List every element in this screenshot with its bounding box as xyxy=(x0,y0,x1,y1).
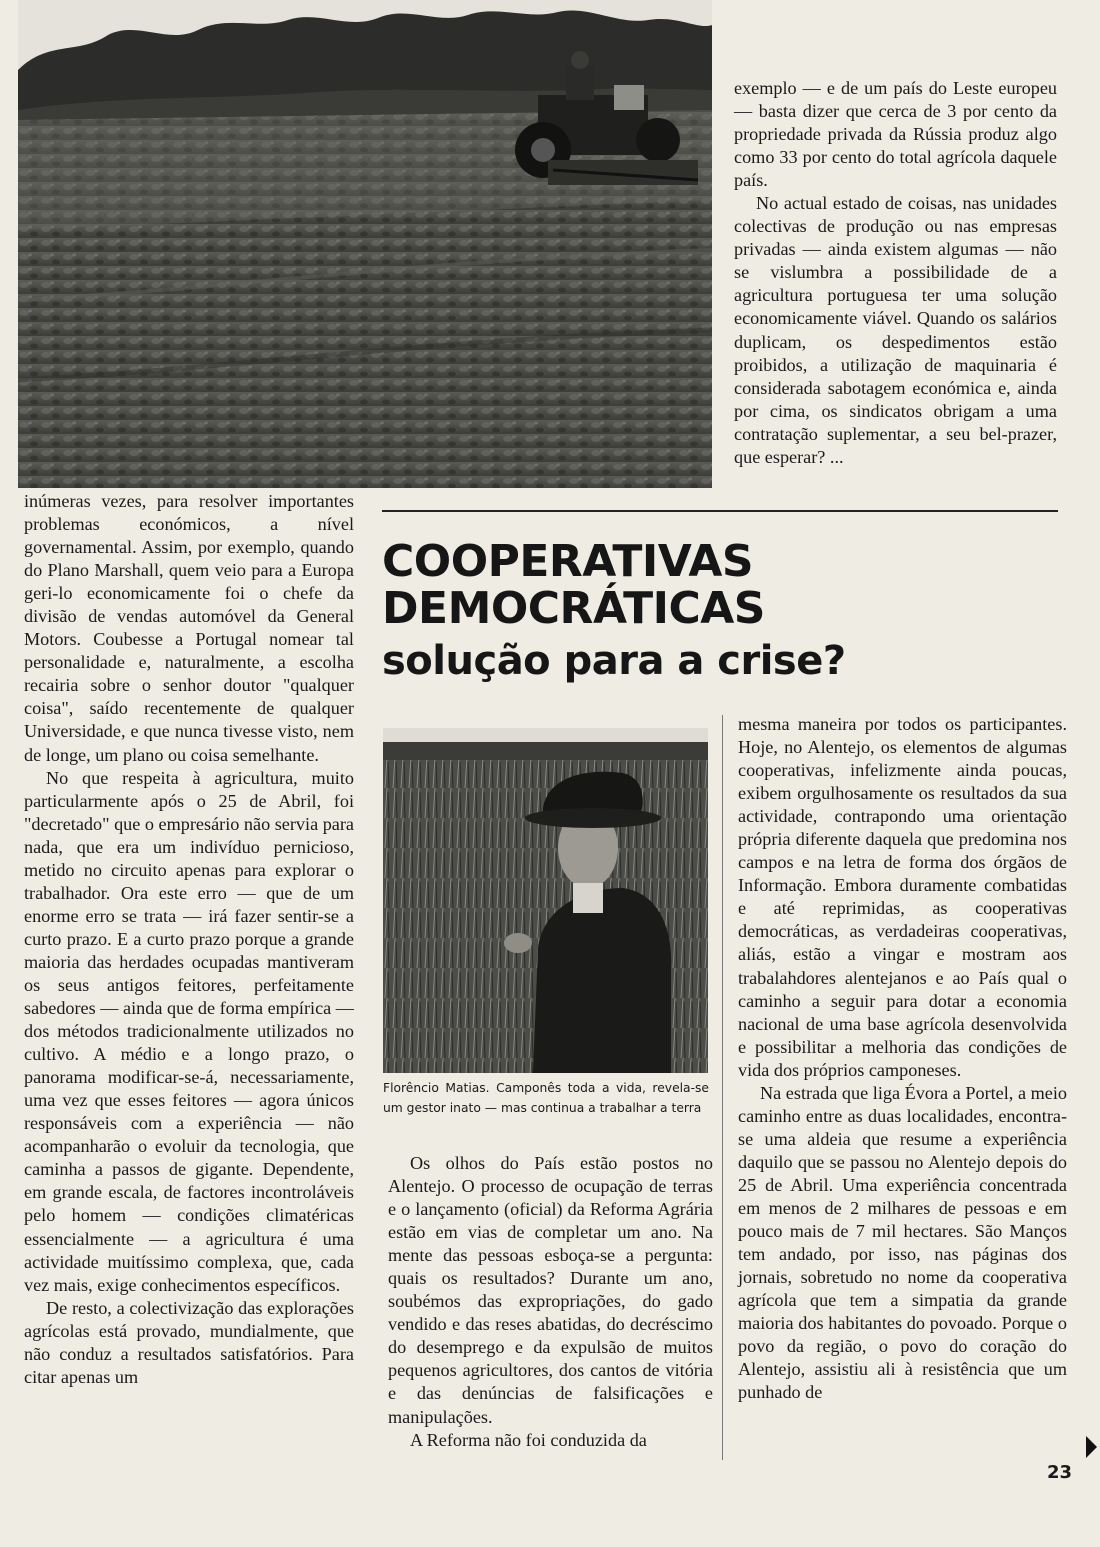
paragraph: Na estrada que liga Évora a Portel, a meio caminho entre as duas localidades, encontra-se uma aldeia que resume a experiência daquilo que se passou no Alentejo depois do 25 de Abril. Uma experiência concentrada em menos de 2 milhares de pessoas e em pouco mais de 7 mil hectares. São Manços tem andado, por isso, nas páginas dos jornais, sobretudo no nome da cooperativa agrícola que tem a simpatia da grande maioria dos habitantes do povoado. Porque o povo da região, o povo do coração do Alentejo, assistiu ali à resistência que um punhado de xyxy=(738,1082,1067,1403)
headline-line-2: DEMOCRÁTICAS xyxy=(382,583,765,634)
column-right xyxy=(738,713,1067,1404)
section-divider xyxy=(382,510,1058,512)
paragraph: A Reforma não foi conduzida da xyxy=(410,1429,647,1450)
paragraph: exemplo — e de um país do Leste europeu — basta dizer que cerca de 3 por cento da propriedade privada da Rússia produz algo como 33 por cento do total agrícola daquele país. xyxy=(734,78,1057,191)
paragraph: No actual estado de coisas, nas unidades colectivas de produção ou nas empresas privadas — ainda existem algumas — não se vislumbra a possibilidade de a agricultura portuguesa ter uma solução economicamente viável. Quando os salários duplicam, os despedimentos estão proibidos, a utilização de maquinaria é considerada sabotagem económica e, ainda por cima, os sindicatos obrigam a uma contratação suplementar, a seu bel-prazer, que esperar? ... xyxy=(734,193,1057,467)
tractor-field-image xyxy=(18,0,712,488)
paragraph: No que respeita à agricultura, muito particularmente após o 25 de Abril, foi "decretado" que o empresário não servia para nada, que era um indivíduo pernicioso, metido no circuito apenas para explorar o trabalhador. Ora este erro — que de um enorme erro se trata — irá fazer sentir-se a curto prazo. E a curto prazo porque a grande maioria das herdades ocupadas mantiveram os seus antigos feitores, perfeitamente sabedores — ainda que de forma empírica — dos métodos tradicionalmente utilizados no cultivo. A médio e a longo prazo, o panorama modificar-se-á, necessariamente, uma vez que esses feitores — agora únicos responsáveis com a experiência — não acompanharão o evoluir da tecnologia, que caminha a passos de gigante. Dependente, em grande escala, de factores incontroláveis pelo homem — condições climatéricas essencialmente — a agricultura é uma actividade muitíssimo complexa, que, cada vez mais, exige conhecimentos específicos. xyxy=(24,767,354,1295)
paragraph: inúmeras vezes, para resolver importantes problemas económicos, a nível governamental. Assim, por exemplo, quando do Plano Marshall, quem veio para a Europa geri-lo economicamente foi o chefe da divisão de vendas automóvel da General Motors. Coubesse a Portugal nomear tal personalidade e, naturalmente, a escolha recairia sobre o senhor doutor "qualquer coisa", saído recentemente de qualquer Universidade, e que nunca tivesse visto, nem de longe, um plano ou coisa semelhante. xyxy=(24,491,354,765)
paragraph: Os olhos do País estão postos no Alentejo. O processo de ocupação de terras e o lançamento (oficial) da Reforma Agrária estão em vias de completar um ano. Na mente das pessoas esboça-se a pergunta: quais os resultados? Durante um ano, soubémos das expropriações, do gado vendido e das reses abatidas, do decréscimo do desemprego e da expulsão de muitos pequenos agricultores, dos cantos de vitória e das denúncias de falsificações e manipulações. xyxy=(388,1153,713,1427)
headline-subtitle: solução para a crise? xyxy=(382,638,846,684)
column-top-right xyxy=(734,77,1057,469)
farmer-portrait-image xyxy=(383,728,708,1073)
column-middle xyxy=(388,1152,713,1452)
tractor-field-photo xyxy=(18,0,712,488)
headline-line-1: COOPERATIVAS xyxy=(382,536,754,587)
photo-caption: Florêncio Matias. Camponês toda a vida, revela-se um gestor inato — mas continua a trabalhar a terra xyxy=(383,1081,709,1115)
farmer-portrait-photo xyxy=(383,728,708,1073)
column-divider xyxy=(722,715,723,1460)
page-number: 23 xyxy=(1046,1462,1072,1483)
continue-arrow-icon xyxy=(1086,1436,1097,1458)
column-left xyxy=(24,490,354,1389)
paragraph: De resto, a colectivização das explorações agrícolas está provado, mundialmente, que não conduz a resultados satisfatórios. Para citar apenas um xyxy=(24,1297,354,1387)
article-headline xyxy=(382,538,942,686)
paragraph: mesma maneira por todos os participantes. Hoje, no Alentejo, os elementos de algumas cooperativas, infelizmente ainda poucas, exibem orgulhosamente os resultados da sua actividade, contrapondo uma orientação própria diferente daquela que predomina nos campos e na letra de forma dos órgãos de Informação. Embora duramente combatidas e até reprimidas, as cooperativas democráticas, as verdadeiras cooperativas, aliás, estão a vingar e mostram aos trabalahdores alentejanos e ao País qual o caminho a seguir para dotar a economia nacional de uma base agrícola desenvolvida e possibilitar a melhoria das condições de vida dos próprios camponeses. xyxy=(738,714,1067,1080)
